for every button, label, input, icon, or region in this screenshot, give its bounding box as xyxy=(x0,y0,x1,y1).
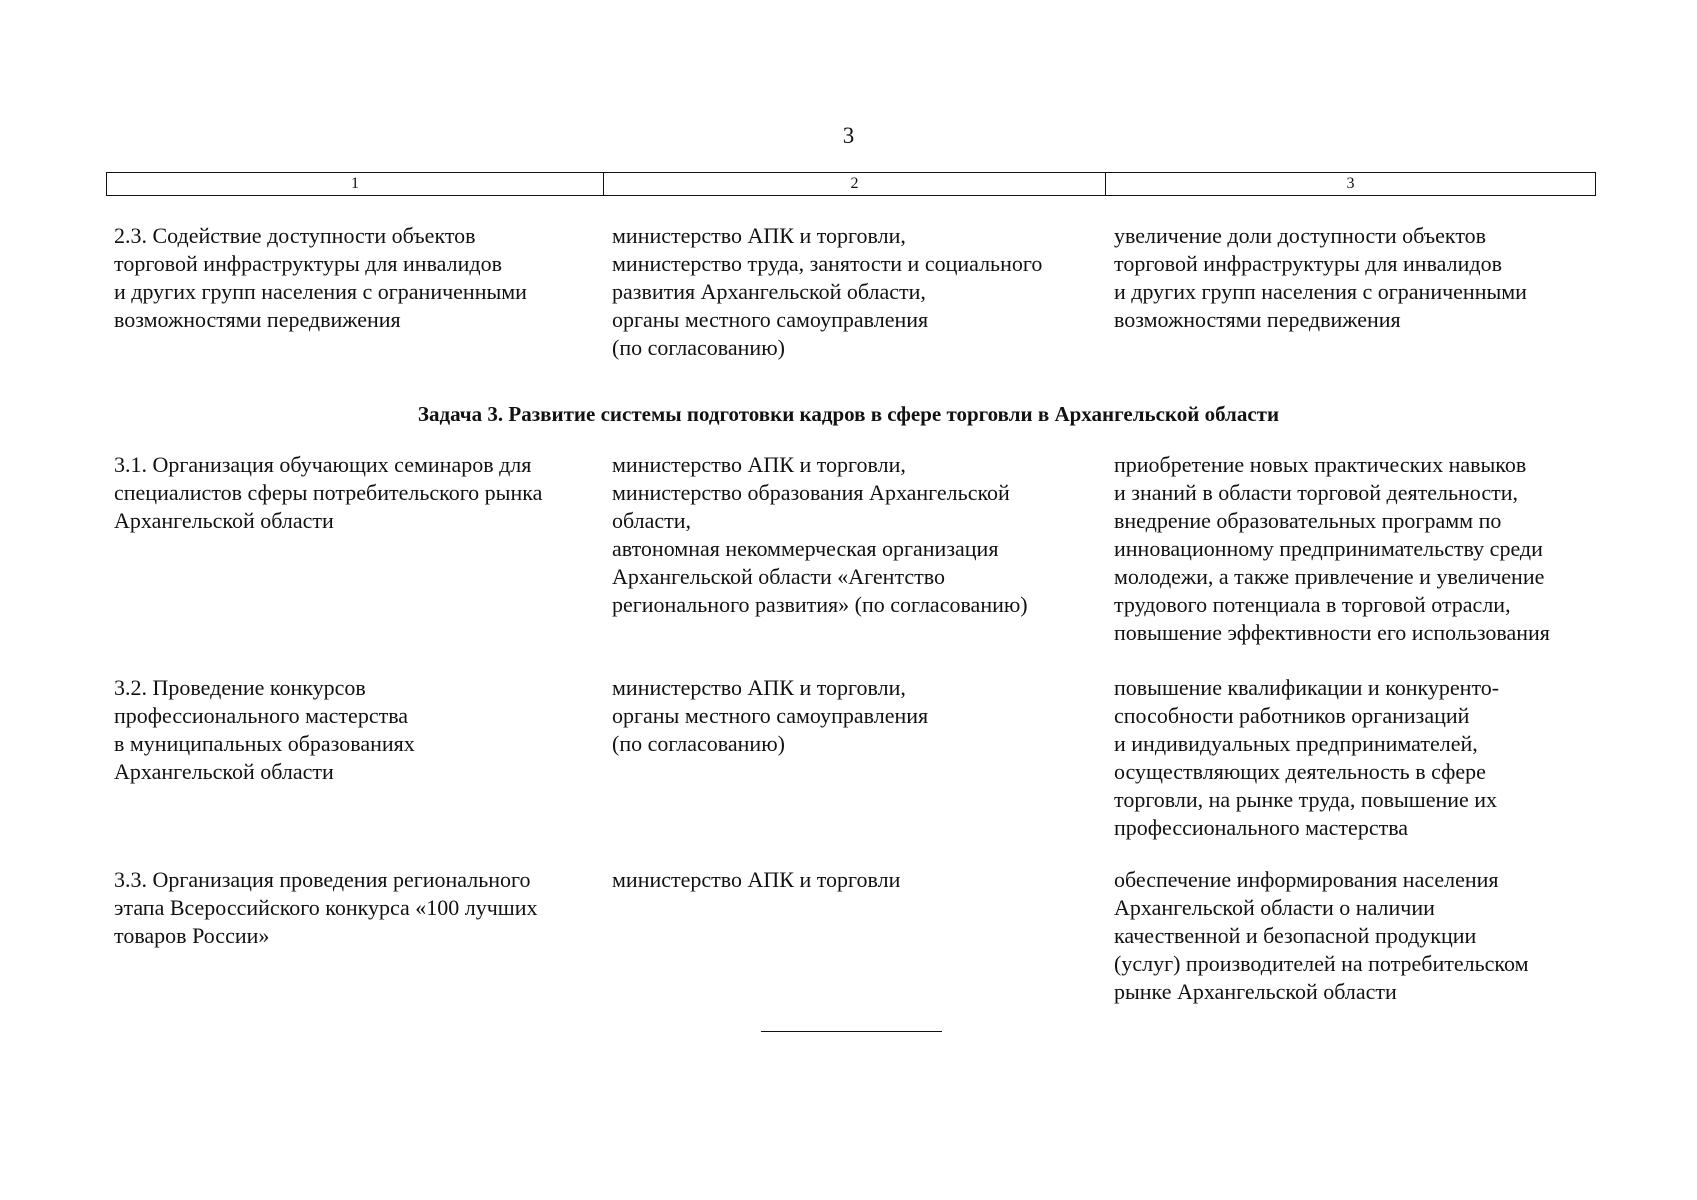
activity-cell: 3.1. Организация обучающих семинаров для специалистов сферы потребительского рынка Архангельской области xyxy=(114,452,543,533)
activity-cell: 3.3. Организация проведения регионального этапа Всероссийского конкурса «100 лучших товаров России» xyxy=(114,867,538,948)
page-number: 3 xyxy=(842,123,855,148)
executors-cell: министерство АПК и торговли, органы местного самоуправления (по согласованию) xyxy=(612,675,929,756)
column-number-1: 1 xyxy=(107,173,604,195)
column-number-2: 2 xyxy=(604,173,1106,195)
activity-cell: 2.3. Содействие доступности объектов торговой инфраструктуры для инвалидов и других групп населения с ограниченными возможностями передвижения xyxy=(114,223,527,332)
executors-cell: министерство АПК и торговли xyxy=(612,867,901,892)
activity-cell: 3.2. Проведение конкурсов профессионального мастерства в муниципальных образованиях Архангельской области xyxy=(114,675,415,784)
end-of-document-rule xyxy=(761,1031,942,1032)
result-cell: увеличение доли доступности объектов торговой инфраструктуры для инвалидов и других групп населения с ограниченными возможностями передвижения xyxy=(1114,223,1527,332)
result-cell: приобретение новых практических навыков и знаний в области торговой деятельности, внедрение образовательных программ по инновационному предпринимательству среди молодежи, а также привлечение и увеличение трудового потенциала в торговой отрасли, повышение эффективности его использования xyxy=(1114,452,1550,645)
section-heading: Задача 3. Развитие системы подготовки кадров в сфере торговли в Архангельской области xyxy=(417,402,1280,426)
table-column-header xyxy=(106,172,1596,196)
executors-cell: министерство АПК и торговли, министерство труда, занятости и социального развития Архангельской области, органы местного самоуправления (по согласованию) xyxy=(612,223,1043,360)
executors-cell: министерство АПК и торговли, министерство образования Архангельской области, автономная некоммерческая организация Архангельской области «Агентство регионального развития» (по согласованию) xyxy=(612,452,1028,617)
result-cell: обеспечение информирования населения Архангельской области о наличии качественной и безопасной продукции (услуг) производителей на потребительском рынке Архангельской области xyxy=(1114,867,1529,1004)
column-number-3: 3 xyxy=(1346,175,1355,192)
result-cell: повышение квалификации и конкуренто- способности работников организаций и индивидуальных предпринимателей, осуществляющих деятельность в сфере торговли, на рынке труда, повышение их профессионального мастерства xyxy=(1114,675,1500,840)
